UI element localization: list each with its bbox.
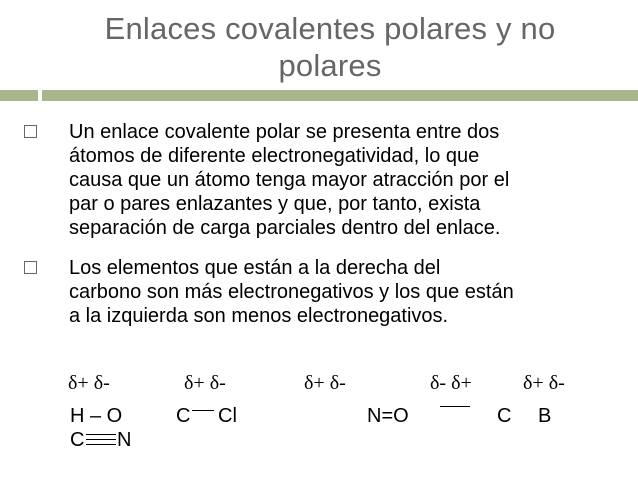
- title-underline-right: [42, 90, 638, 101]
- molecule-h-o: H – O: [70, 405, 123, 427]
- molecule-cl: Cl: [218, 405, 237, 427]
- triple-bond-line-1: [86, 434, 116, 435]
- charge-label-3: δ+ δ-: [304, 372, 346, 394]
- molecule-c: C: [176, 405, 191, 427]
- bullet-text-2: Los elementos que están a la derecha del carbono son más electronegativos y los que están a la izquierda son menos electronegativos.: [69, 257, 514, 327]
- charge-label-2: δ+ δ-: [184, 372, 226, 394]
- title-underline-left: [0, 90, 38, 101]
- bullet-square-icon: [24, 261, 37, 274]
- single-bond-line: [192, 410, 214, 411]
- charge-label-4: δ- δ+: [430, 372, 472, 394]
- molecule-b: B: [538, 405, 552, 427]
- triple-bond-line-3: [86, 444, 116, 445]
- bullet-square-icon: [24, 125, 37, 138]
- charge-label-1: δ+ δ-: [68, 372, 110, 394]
- charge-label-5: δ+ δ-: [523, 372, 565, 394]
- molecule-cn-c: C: [70, 429, 85, 451]
- molecule-n-o: N=O: [367, 405, 409, 427]
- slide-title: Enlaces covalentes polares y no polares: [104, 11, 556, 83]
- bullet-text-1: Un enlace covalente polar se presenta entre dos átomos de diferente electronegatividad, lo que causa que un átomo tenga mayor atracción por el par o pares enlazantes y que, por tanto, exista separación de carga parciales dentro del enlace.: [69, 121, 510, 239]
- molecule-cn-n: N: [117, 429, 132, 451]
- triple-bond-line-2: [86, 439, 116, 440]
- bond-line: [440, 406, 470, 407]
- molecule-c2: C: [497, 405, 512, 427]
